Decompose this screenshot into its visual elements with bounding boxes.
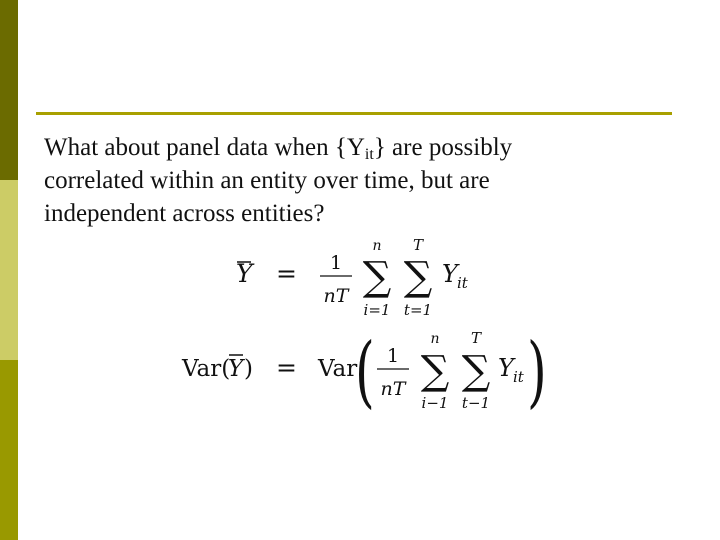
fraction-denominator: nT xyxy=(380,378,406,400)
equals-sign: = xyxy=(276,259,297,288)
lhs-variable: Y xyxy=(228,356,244,382)
summation-symbol: ∑ xyxy=(461,348,491,394)
summation-symbol: ∑ xyxy=(403,254,433,300)
sum-lower-limit: i−1 xyxy=(421,394,449,412)
sum-upper-limit: T xyxy=(470,329,482,347)
sum-lower-limit: t−1 xyxy=(461,394,491,412)
fraction-denominator: nT xyxy=(323,285,349,307)
text-subscript: it xyxy=(364,146,374,163)
lhs-close: ) xyxy=(244,356,253,382)
sum-upper-limit: T xyxy=(412,236,424,254)
close-paren: ) xyxy=(527,325,547,417)
text-line3: independent across entities? xyxy=(44,200,325,227)
summand-subscript: it xyxy=(457,274,468,292)
summand-subscript: it xyxy=(513,368,524,386)
text-line1-start: What about panel data when {Y xyxy=(44,134,365,161)
summand-variable: Y xyxy=(442,260,458,288)
sum-lower-limit: t=1 xyxy=(403,301,433,319)
equation-variance xyxy=(181,326,547,417)
fraction-numerator: 1 xyxy=(386,345,400,367)
equals-sign: = xyxy=(276,353,297,382)
fraction-numerator: 1 xyxy=(329,252,343,274)
summation-symbol: ∑ xyxy=(362,254,392,300)
text-line2: correlated within an entity over time, but are xyxy=(44,167,490,194)
summation-symbol: ∑ xyxy=(420,348,450,394)
lhs-func: Var( xyxy=(182,356,231,382)
sum-upper-limit: n xyxy=(372,238,382,254)
rhs-func: Var xyxy=(318,356,358,382)
lhs-variable: Y xyxy=(236,259,253,288)
sum-upper-limit: n xyxy=(430,331,440,347)
summand-variable: Y xyxy=(498,354,514,382)
text-line1-end: } are possibly xyxy=(373,134,513,161)
sum-lower-limit: i=1 xyxy=(363,301,391,319)
open-paren: ( xyxy=(355,325,375,417)
equation-mean xyxy=(236,236,469,319)
